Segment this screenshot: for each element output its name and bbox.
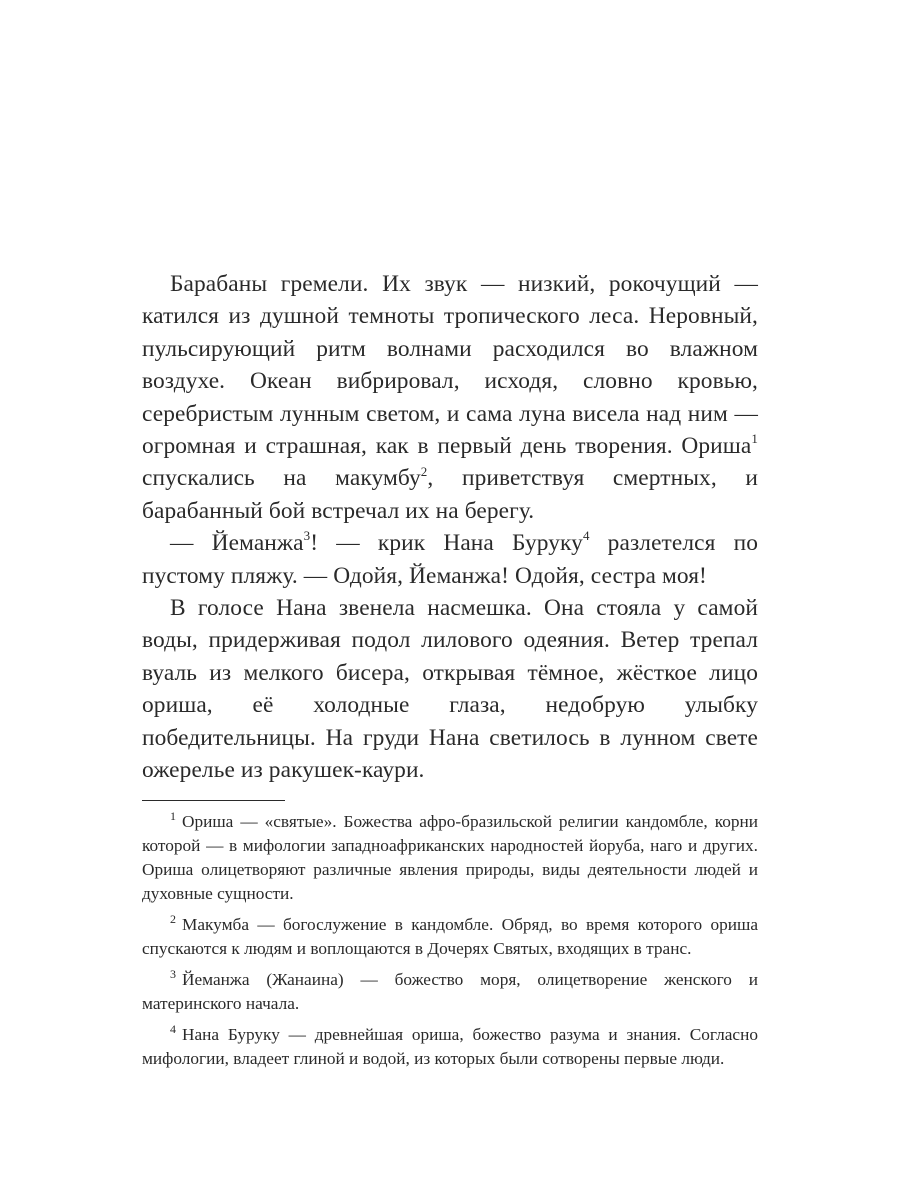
footnote-number: 1 bbox=[170, 808, 176, 823]
footnote-ref-3: 3 bbox=[303, 528, 311, 544]
footnote-number: 2 bbox=[170, 911, 176, 926]
book-page bbox=[142, 268, 758, 1078]
footnote-ref-4: 4 bbox=[582, 528, 590, 544]
footnote-2: $^2$ Макумба — богослужение в кандомбле. Обряд, во время которого ориша спускаются к людям и воплощаются в Дочерях Святых, входящих в транс. bbox=[142, 911, 758, 958]
footnote-number: 4 bbox=[170, 1021, 176, 1036]
footnote-ref-2: 2 bbox=[420, 463, 428, 479]
paragraph-1: Барабаны гремели. Их звук — низкий, рокочущий — катился из душной темноты тропического леса. Неровный, пульсирующий ритм волнами расходился во влажном воздухе. Океан вибрировал, исходя, словно кровью, серебристым лунным светом, и сама луна висела над ним — огромная и страшная, как в первый день творения. Ориша$^1$ спускались на макумбу$^2$, приветствуя смертных, и барабанный бой встречал их на берегу. bbox=[142, 271, 758, 524]
footnote-divider bbox=[142, 800, 285, 801]
footnote-1: $^1$ Ориша — «святые». Божества афро-бразильской религии кандомбле, корни которой — в мифологии западноафриканских народностей йоруба, наго и других. Ориша олицетворяют различные явления природы, виды деятельности людей и духовные сущности. bbox=[142, 808, 758, 903]
footnote-number: 3 bbox=[170, 966, 176, 981]
footnotes bbox=[142, 810, 758, 1071]
footnote-ref-1: 1 bbox=[751, 431, 758, 447]
paragraph-2: — Йеманжа$^3$! — крик Нана Буруку$^4$ разлетелся по пустому пляжу. — Одойя, Йеманжа! Одойя, сестра моя! bbox=[142, 528, 758, 589]
footnote-3: $^3$ Йеманжа (Жанаина) — божество моря, олицетворение женского и материнского начала. bbox=[142, 966, 758, 1013]
footnote-4: $^4$ Нана Буруку — древнейшая ориша, божество разума и знания. Согласно мифологии, владеет глиной и водой, из которых были сотворены первые люди. bbox=[142, 1021, 758, 1068]
paragraph-3: В голосе Нана звенела насмешка. Она стояла у самой воды, придерживая подол лилового одеяния. Ветер трепал вуаль из мелкого бисера, открывая тёмное, жёсткое лицо ориша, её холодные глаза, недобрую улыбку победительницы. На груди Нана светилось в лунном свете ожерелье из ракушек-каури. bbox=[142, 595, 758, 784]
main-text bbox=[142, 268, 758, 787]
